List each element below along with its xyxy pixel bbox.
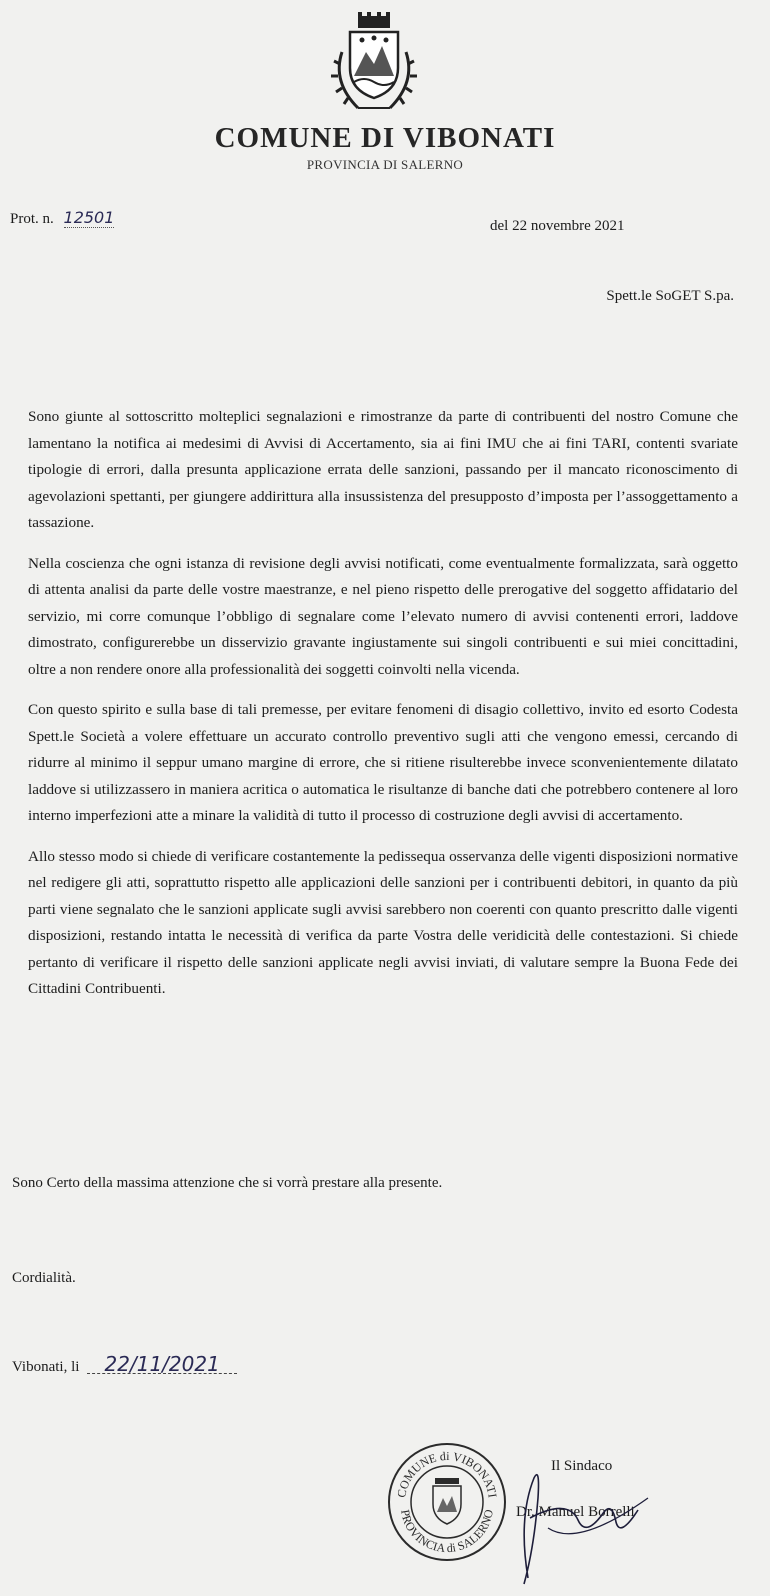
handwritten-signature xyxy=(508,1458,668,1590)
municipality-title: COMUNE DI VIBONATI xyxy=(214,122,556,154)
body-paragraph: Sono giunte al sottoscritto molteplici segnalazioni e rimostranze da parte di contribuenti del nostro Comune che lamentano la notifica ai medesimi di Avvisi di Accertamento, sia ai fini IMU che ai fini TARI, contenti svariate tipologie di errori, dalla presunta applicazione errata delle sanzioni, passando per il mancato riconoscimento di agevolazioni spettanti, per giungere addirittura alla insussistenza del presupposto d’imposta per l’assoggettamento a tassazione. xyxy=(28,408,738,531)
province-subtitle: PROVINCIA DI SALERNO xyxy=(306,157,464,172)
closing-sentence: Sono Certo della massima attenzione che si vorrà prestare alla presente. xyxy=(12,1175,443,1191)
svg-text:PROVINCIA di SALERNO: PROVINCIA di SALERNO xyxy=(398,1508,496,1556)
protocol-label: Prot. n. xyxy=(10,211,54,227)
protocol-number xyxy=(10,208,114,228)
body-paragraph: Con questo spirito e sulla base di tali premesse, per evitare fenomeni di disagio collettivo, invito ed esorto Codesta Spett.le Società a volere effettuare un accurato controllo preventivo sugli atti che vengono emessi, cercando di ridurre al minimo il seppur umano margine di errore, che si ritiene risulterebbe invece sconvenientemente dilatato laddove si utilizzassero in maniera acritica o automatica le risultanze di banche dati che potrebbero contenere al loro interno imperfezioni atte a minare la validità di tutto il processo di costruzione degli avvisi di accertamento. xyxy=(28,701,738,824)
svg-text:COMUNE di VIBONATI: COMUNE di VIBONATI xyxy=(394,1448,500,1499)
recipient: Spett.le SoGET S.pa. xyxy=(606,288,734,304)
place-and-date xyxy=(12,1352,237,1376)
letter-date: del 22 novembre 2021 xyxy=(490,218,625,234)
body-paragraph: Allo stesso modo si chiede di verificare costantemente la pedissequa osservanza delle vigenti disposizioni normative nel redigere gli atti, soprattutto rispetto alle applicazioni delle sanzioni per i contribuenti debitori, in quanto da più parti viene segnalato che le sanzioni applicate sugli avvisi sarebbero non coerenti con quanto prescritto dalle vigenti disposizioni, restando intatta le necessità di verifica da parte Vostra delle veridicità delle contestazioni. Si chiede pertanto di verificare il rispetto delle sanzioni applicate negli avvisi inviati, di valutare sempre la Buona Fede dei Cittadini Contribuenti. xyxy=(28,847,738,997)
handwritten-date: 22/11/2021 xyxy=(87,1355,237,1374)
municipal-stamp-seal xyxy=(385,1440,509,1564)
body-paragraph: Nella coscienza che ogni istanza di revisione degli avvisi notificati, come eventualmente formalizzata, sarà oggetto di attenta analisi da parte delle vostre maestranze, e nel pieno rispetto delle prerogative del soggetto affidatario del servizio, mi corre comunque l’obbligo di segnalare come l’elevato numero di avvisi contenenti errori, laddove dimostrato, configurerebbe un disservizio gravante ingiustamente sui singoli contribuenti e sui miei concittadini, oltre a non rendere onore alla professionalità dei soggetti coinvolti nella vicenda. xyxy=(28,554,738,678)
place-label: Vibonati, li xyxy=(12,1359,80,1375)
protocol-handwritten-number: 12501 xyxy=(63,208,115,227)
signatory-role: Il Sindaco xyxy=(551,1458,613,1474)
letter-body xyxy=(28,404,738,1017)
signatory-name: Dr. Manuel Borrelli xyxy=(516,1504,635,1520)
greeting: Cordialità. xyxy=(12,1270,76,1286)
municipal-crest-emblem xyxy=(328,12,420,116)
